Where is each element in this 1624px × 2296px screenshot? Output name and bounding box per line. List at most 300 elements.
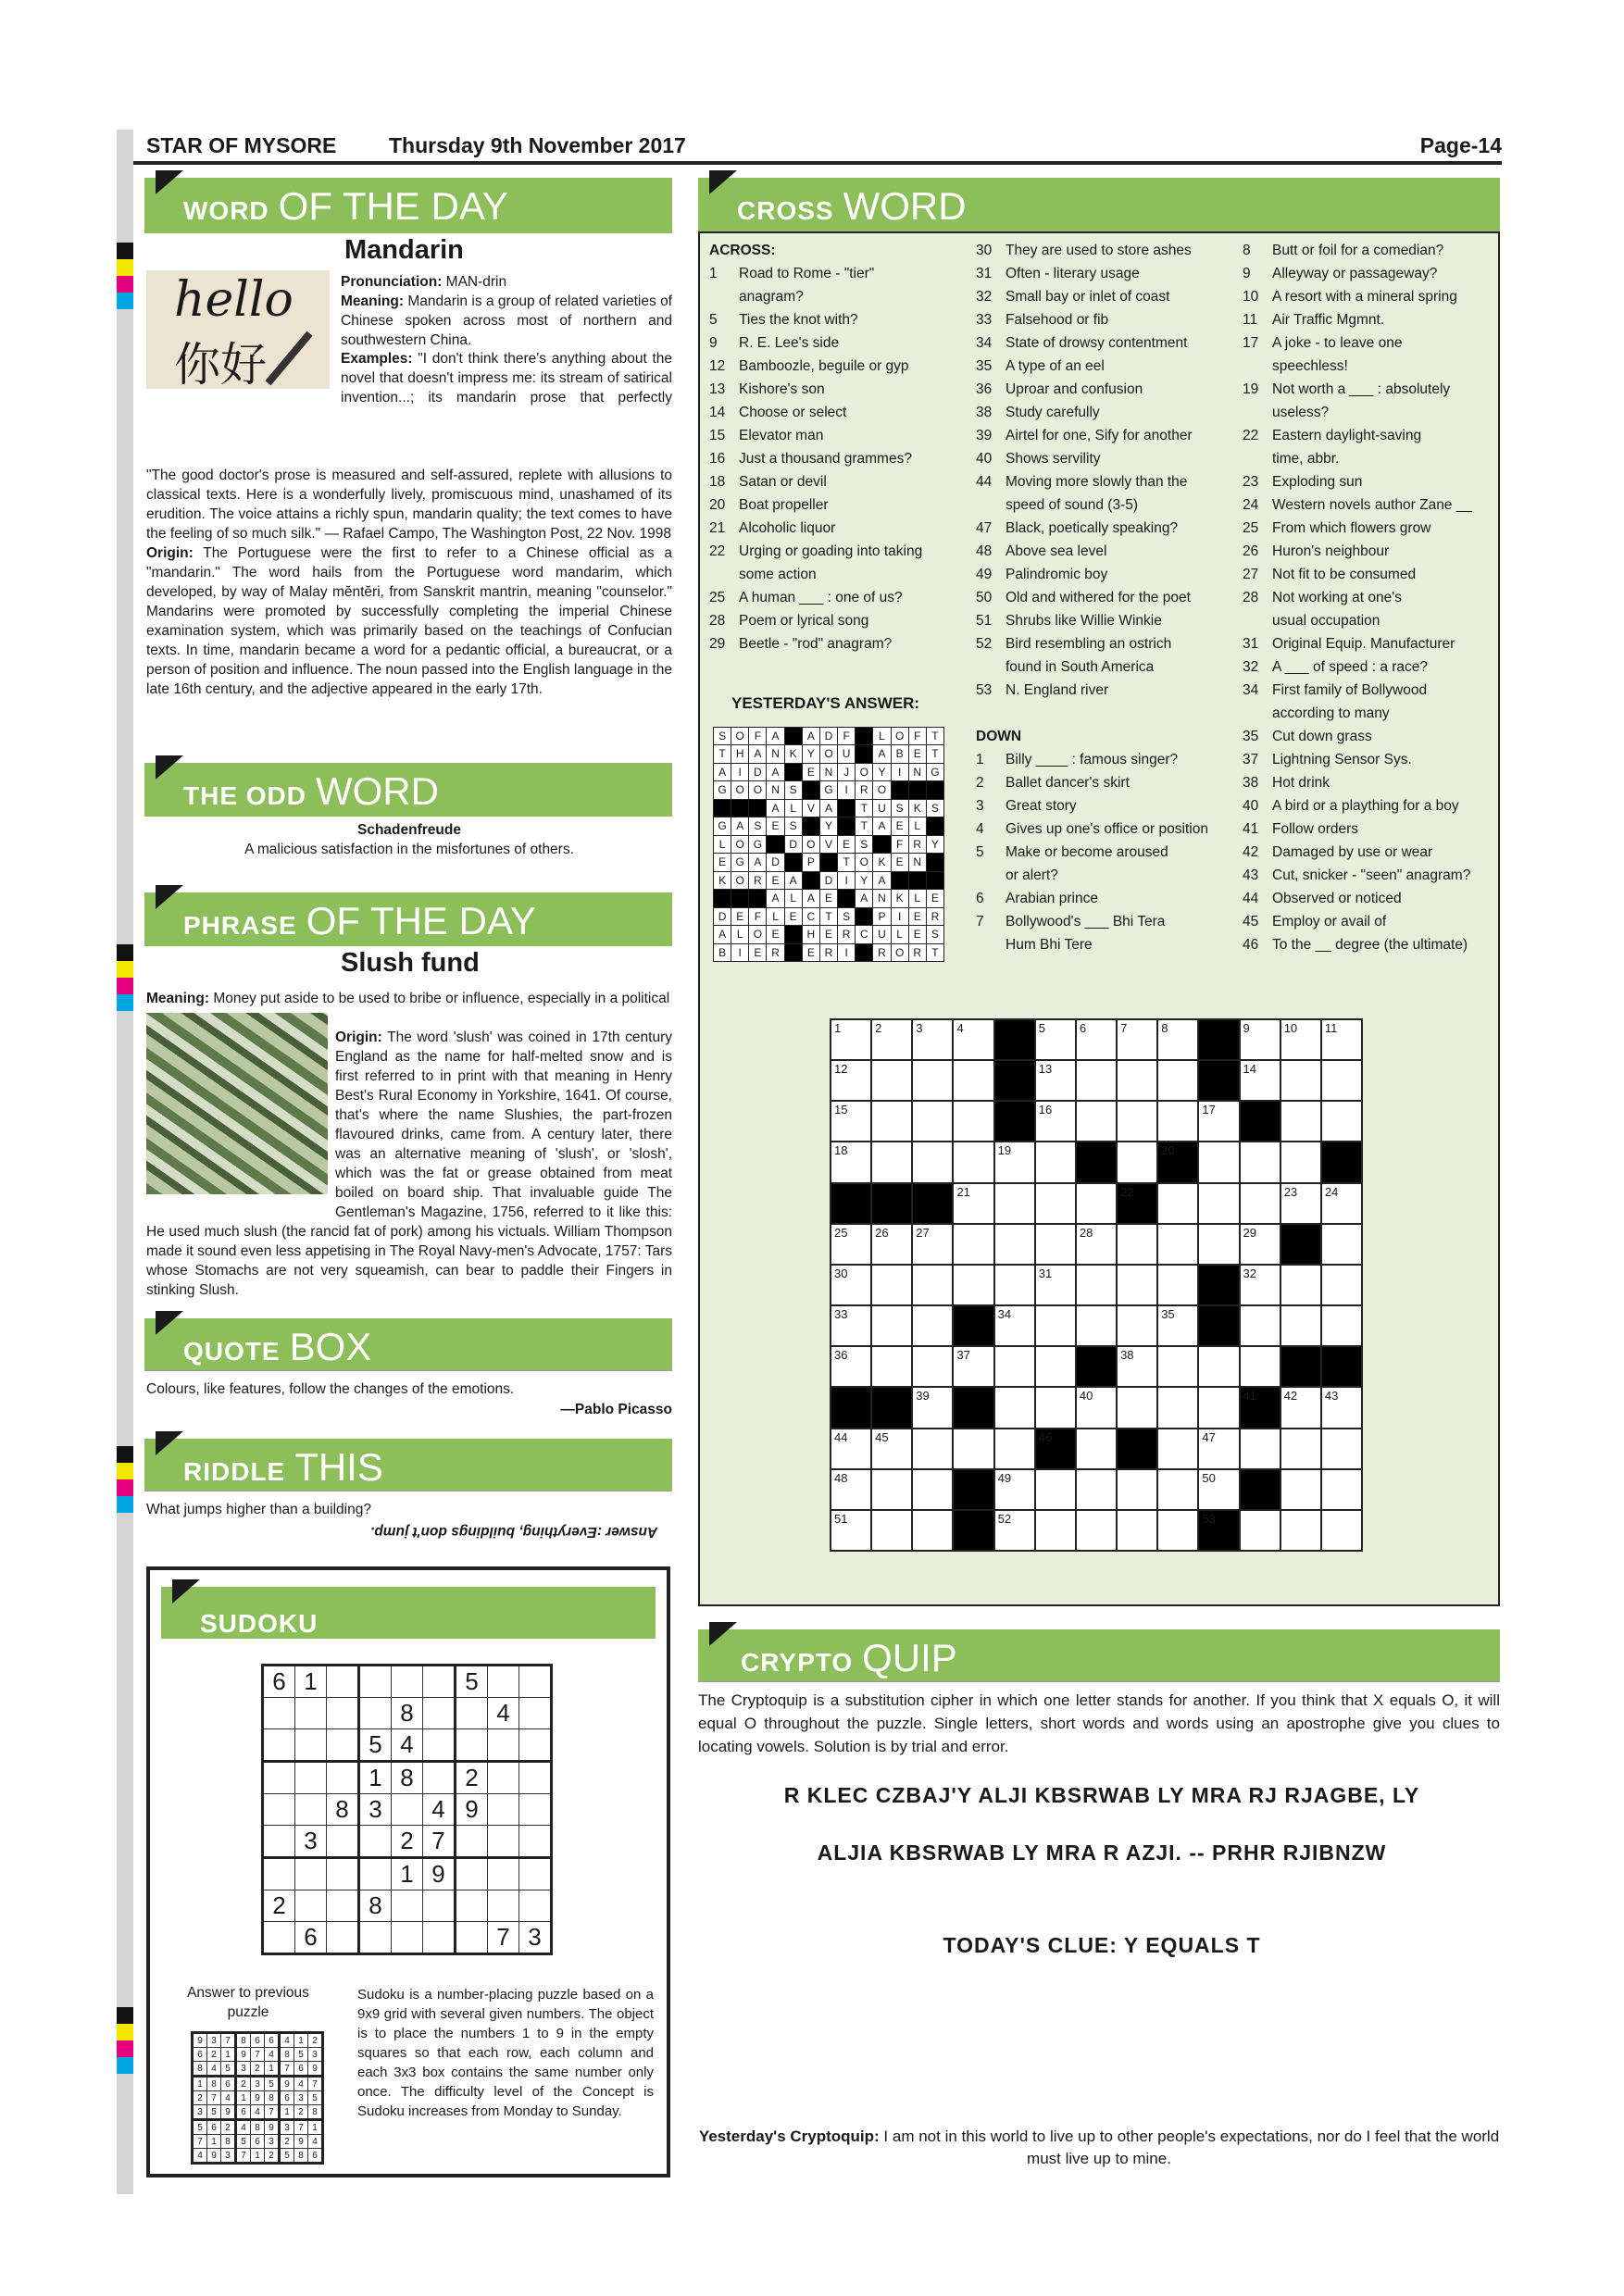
quote-author: —Pablo Picasso — [560, 1402, 672, 1417]
sudoku-cell: 9 — [280, 2077, 294, 2091]
sudoku-cell[interactable] — [488, 1794, 519, 1826]
crossword-cell[interactable] — [1158, 1266, 1197, 1304]
crossword-cell[interactable]: 24 — [1322, 1184, 1361, 1223]
sudoku-cell[interactable] — [359, 1826, 392, 1858]
sudoku-cell[interactable]: 5 — [359, 1729, 392, 1762]
crossword-cell[interactable] — [1158, 1470, 1197, 1509]
sudoku-answer-label: Answer to previous puzzle — [187, 1985, 309, 2020]
sudoku-grid — [261, 1664, 553, 1955]
clue-row: 35 A type of an eel — [976, 358, 1105, 374]
yesterday-cell: G — [731, 854, 748, 870]
word-def-block: Pronunciation: MAN-drin Meaning: Mandarin is a group of related varieties of Chinese spoken across most of northern and southwestern China. — [341, 274, 672, 348]
crossword-cell[interactable]: 42 — [1281, 1388, 1320, 1427]
crossword-cell[interactable] — [1322, 1470, 1361, 1509]
crossword-cell[interactable] — [1118, 1470, 1156, 1509]
sudoku-cell[interactable]: 3 — [359, 1794, 392, 1826]
crossword-cell[interactable] — [1281, 1470, 1320, 1509]
sudoku-cell[interactable] — [488, 1890, 519, 1922]
crossword-cell[interactable] — [954, 1061, 993, 1100]
crossword-cell[interactable]: 38 — [1118, 1347, 1156, 1386]
crossword-cell[interactable]: 7 — [1118, 1020, 1156, 1059]
sudoku-cell[interactable] — [423, 1922, 456, 1954]
crossword-black-cell — [995, 1061, 1034, 1100]
yesterday-cell: S — [927, 926, 943, 942]
sudoku-cell[interactable] — [327, 1922, 359, 1954]
crossword-cell[interactable] — [1036, 1470, 1075, 1509]
sudoku-cell: 2 — [221, 2120, 236, 2135]
crossword-cell[interactable]: 19 — [995, 1142, 1034, 1181]
sudoku-cell: 6 — [193, 2048, 207, 2062]
crossword-grid[interactable] — [830, 1018, 1363, 1552]
crossword-cell[interactable] — [1077, 1102, 1116, 1141]
sudoku-cell[interactable] — [423, 1729, 456, 1762]
sudoku-cell[interactable]: 2 — [392, 1826, 423, 1858]
crossword-cell[interactable]: 23 — [1281, 1184, 1320, 1223]
crossword-cell[interactable] — [1036, 1347, 1075, 1386]
sudoku-cell[interactable]: 9 — [456, 1794, 488, 1826]
crossword-cell[interactable] — [913, 1470, 952, 1509]
crossword-cell[interactable]: 51 — [831, 1511, 870, 1550]
clue-row: 48 Above sea level — [976, 543, 1107, 559]
crossword-cell[interactable]: 50 — [1199, 1470, 1238, 1509]
crossword-cell[interactable] — [872, 1306, 911, 1345]
crossword-cell[interactable]: 45 — [872, 1429, 911, 1468]
crossword-cell[interactable] — [1199, 1388, 1238, 1427]
cryptoquip-line2: ALJIA KBSRWAB LY MRA R AZJI. -- PRHR RJIBNZW — [817, 1841, 1387, 1865]
crossword-cell[interactable] — [1199, 1142, 1238, 1181]
sudoku-cell[interactable]: 4 — [392, 1729, 423, 1762]
crossword-cell[interactable] — [1118, 1511, 1156, 1550]
sudoku-cell[interactable] — [519, 1762, 552, 1794]
sudoku-cell[interactable] — [519, 1698, 552, 1729]
crossword-cell[interactable] — [1281, 1306, 1320, 1345]
sudoku-cell[interactable] — [488, 1762, 519, 1794]
sudoku-cell[interactable] — [488, 1826, 519, 1858]
sudoku-cell[interactable] — [327, 1729, 359, 1762]
sudoku-cell[interactable]: 1 — [392, 1858, 423, 1890]
crossword-cell[interactable]: 13 — [1036, 1061, 1075, 1100]
sudoku-cell: 8 — [265, 2091, 280, 2105]
crossword-cell[interactable] — [1036, 1184, 1075, 1223]
crossword-cell[interactable] — [954, 1142, 993, 1181]
crossword-cell[interactable]: 21 — [954, 1184, 993, 1223]
crossword-cell[interactable]: 44 — [831, 1429, 870, 1468]
crossword-cell[interactable]: 3 — [913, 1020, 952, 1059]
crossword-cell[interactable]: 30 — [831, 1266, 870, 1304]
crossword-cell[interactable] — [872, 1142, 911, 1181]
clue-row: 19 Not worth a ___ : absolutely — [1243, 381, 1451, 397]
yesterday-cell: O — [892, 944, 908, 961]
sudoku-cell[interactable] — [327, 1826, 359, 1858]
crossword-cell[interactable] — [954, 1266, 993, 1304]
crossword-cell[interactable] — [1241, 1306, 1280, 1345]
clue-row: 52 Bird resembling an ostrich — [976, 636, 1172, 652]
yesterday-cell — [838, 817, 855, 834]
yesterday-cell: F — [749, 728, 766, 744]
crossword-cell[interactable]: 5 — [1036, 1020, 1075, 1059]
crossword-cell[interactable] — [1241, 1347, 1280, 1386]
clue-row: 27 Not fit to be consumed — [1243, 567, 1417, 582]
crossword-cell[interactable] — [1158, 1388, 1197, 1427]
crossword-cell[interactable] — [913, 1102, 952, 1141]
sudoku-cell[interactable] — [295, 1794, 327, 1826]
crossword-cell[interactable]: 16 — [1036, 1102, 1075, 1141]
crossword-cell[interactable] — [1118, 1266, 1156, 1304]
crossword-cell[interactable] — [872, 1266, 911, 1304]
crossword-cell[interactable]: 25 — [831, 1225, 870, 1264]
crossword-cell[interactable]: 8 — [1158, 1020, 1197, 1059]
crossword-cell[interactable] — [1281, 1061, 1320, 1100]
yesterday-cell — [785, 728, 802, 744]
yesterday-cell: A — [767, 728, 783, 744]
sudoku-cell[interactable] — [295, 1698, 327, 1729]
crossword-cell[interactable] — [913, 1266, 952, 1304]
sudoku-cell: 8 — [308, 2105, 323, 2120]
sudoku-cell[interactable] — [488, 1729, 519, 1762]
sudoku-cell[interactable]: 1 — [295, 1666, 327, 1698]
sudoku-cell[interactable]: 6 — [263, 1666, 295, 1698]
yesterday-cell: E — [767, 817, 783, 834]
crossword-cell[interactable]: 4 — [954, 1020, 993, 1059]
crossword-cell[interactable] — [1322, 1511, 1361, 1550]
sudoku-cell[interactable] — [423, 1890, 456, 1922]
crossword-cell[interactable] — [1281, 1142, 1320, 1181]
crossword-cell[interactable]: 43 — [1322, 1388, 1361, 1427]
crossword-cell[interactable] — [913, 1429, 952, 1468]
sudoku-cell[interactable] — [327, 1698, 359, 1729]
yesterday-cell: T — [856, 817, 872, 834]
crossword-cell[interactable] — [1118, 1388, 1156, 1427]
sudoku-cell[interactable]: 7 — [488, 1922, 519, 1954]
sudoku-cell[interactable]: 3 — [519, 1922, 552, 1954]
yesterday-cell: N — [909, 854, 926, 870]
crossword-cell[interactable]: 27 — [913, 1225, 952, 1264]
sudoku-cell[interactable] — [456, 1858, 488, 1890]
yesterday-cell: E — [749, 944, 766, 961]
crossword-cell[interactable] — [1241, 1142, 1280, 1181]
crossword-cell[interactable] — [1281, 1266, 1320, 1304]
crossword-cell[interactable] — [1036, 1306, 1075, 1345]
crossword-cell[interactable] — [913, 1061, 952, 1100]
sudoku-cell[interactable] — [519, 1729, 552, 1762]
crossword-cell[interactable] — [1077, 1429, 1116, 1468]
crossword-cell[interactable] — [995, 1266, 1034, 1304]
crossword-cell[interactable]: 26 — [872, 1225, 911, 1264]
sudoku-cell[interactable] — [456, 1729, 488, 1762]
crossword-cell[interactable] — [1322, 1266, 1361, 1304]
yesterday-cell: G — [927, 764, 943, 780]
sudoku-cell[interactable]: 5 — [456, 1666, 488, 1698]
crossword-cell[interactable] — [1036, 1511, 1075, 1550]
sudoku-cell[interactable]: 4 — [423, 1794, 456, 1826]
crossword-cell[interactable]: 39 — [913, 1388, 952, 1427]
crossword-cell[interactable] — [1118, 1142, 1156, 1181]
crossword-cell[interactable] — [913, 1347, 952, 1386]
crossword-cell[interactable] — [995, 1347, 1034, 1386]
clue-row: 17 A joke - to leave one — [1243, 335, 1403, 351]
crossword-black-cell — [995, 1102, 1034, 1141]
crossword-cell[interactable] — [995, 1429, 1034, 1468]
crossword-cell[interactable]: 17 — [1199, 1102, 1238, 1141]
clue-row: 1 Road to Rome - "tier" — [709, 266, 875, 281]
crossword-cell[interactable] — [1199, 1347, 1238, 1386]
yesterday-cell — [892, 872, 908, 889]
clue-row: found in South America — [1006, 659, 1155, 675]
crossword-cell[interactable] — [1077, 1184, 1116, 1223]
crossword-black-cell — [954, 1388, 993, 1427]
sudoku-cell[interactable] — [456, 1826, 488, 1858]
crossword-cell[interactable]: 36 — [831, 1347, 870, 1386]
crossword-cell[interactable]: 11 — [1322, 1020, 1361, 1059]
crossword-cell[interactable] — [1241, 1184, 1280, 1223]
sudoku-cell[interactable]: 4 — [488, 1698, 519, 1729]
crossword-cell[interactable]: 6 — [1077, 1020, 1116, 1059]
odd-word-block — [146, 820, 672, 859]
sudoku-cell[interactable]: 2 — [263, 1890, 295, 1922]
yesterday-cell: G — [714, 781, 731, 798]
sudoku-cell: 7 — [236, 2149, 251, 2164]
paper-name: STAR OF MYSORE — [146, 133, 337, 157]
crossword-cell[interactable] — [995, 1184, 1034, 1223]
sudoku-cell[interactable] — [295, 1858, 327, 1890]
crossword-cell[interactable]: 2 — [872, 1020, 911, 1059]
crossword-cell[interactable]: 14 — [1241, 1061, 1280, 1100]
sudoku-cell: 2 — [236, 2077, 251, 2091]
down-title: DOWN — [976, 729, 1022, 744]
crossword-cell[interactable] — [872, 1061, 911, 1100]
sudoku-cell[interactable] — [456, 1922, 488, 1954]
sudoku-cell[interactable] — [392, 1794, 423, 1826]
yesterday-cell — [856, 908, 872, 925]
crossword-cell[interactable]: 49 — [995, 1470, 1034, 1509]
crossword-cell[interactable] — [1322, 1102, 1361, 1141]
crossword-cell[interactable] — [1077, 1266, 1116, 1304]
clue-row: 21 Alcoholic liquor — [709, 520, 836, 536]
yesterday-cell: E — [909, 908, 926, 925]
yesterday-cell: L — [767, 908, 783, 925]
crossword-cell[interactable] — [1077, 1306, 1116, 1345]
sudoku-cell[interactable]: 1 — [359, 1762, 392, 1794]
crossword-cell[interactable]: 18 — [831, 1142, 870, 1181]
sudoku-cell[interactable] — [519, 1858, 552, 1890]
crossword-cell[interactable] — [913, 1142, 952, 1181]
clue-row: 40 A bird or a plaything for a boy — [1243, 798, 1459, 814]
sudoku-cell[interactable] — [263, 1762, 295, 1794]
crossword-black-cell — [831, 1184, 870, 1223]
crossword-cell[interactable] — [1158, 1061, 1197, 1100]
sudoku-cell[interactable] — [359, 1698, 392, 1729]
sudoku-cell[interactable] — [263, 1729, 295, 1762]
crossword-cell[interactable] — [1118, 1102, 1156, 1141]
crossword-cell[interactable]: 35 — [1158, 1306, 1197, 1345]
sudoku-cell[interactable]: 8 — [392, 1698, 423, 1729]
crossword-cell[interactable] — [1199, 1225, 1238, 1264]
crossword-cell[interactable] — [1077, 1061, 1116, 1100]
crossword-cell[interactable] — [1322, 1061, 1361, 1100]
crossword-cell[interactable] — [995, 1388, 1034, 1427]
sudoku-cell[interactable]: 8 — [359, 1890, 392, 1922]
crossword-cell[interactable]: 9 — [1241, 1020, 1280, 1059]
clue-row: some action — [739, 567, 817, 582]
crossword-cell[interactable]: 40 — [1077, 1388, 1116, 1427]
sudoku-cell[interactable] — [519, 1826, 552, 1858]
sudoku-cell[interactable]: 7 — [423, 1826, 456, 1858]
crossword-cell[interactable]: 12 — [831, 1061, 870, 1100]
sudoku-cell: 5 — [265, 2077, 280, 2091]
crossword-cell[interactable]: 47 — [1199, 1429, 1238, 1468]
sudoku-cell[interactable]: 8 — [392, 1762, 423, 1794]
crossword-cell[interactable] — [1281, 1511, 1320, 1550]
yesterday-cell: E — [892, 817, 908, 834]
crossword-cell[interactable] — [1077, 1511, 1116, 1550]
crossword-cell[interactable]: 29 — [1241, 1225, 1280, 1264]
crossword-cell[interactable] — [1199, 1184, 1238, 1223]
crossword-cell[interactable]: 10 — [1281, 1020, 1320, 1059]
sudoku-cell: 5 — [221, 2062, 236, 2077]
sudoku-cell[interactable] — [456, 1890, 488, 1922]
sudoku-cell: 2 — [265, 2149, 280, 2164]
crossword-cell[interactable] — [913, 1511, 952, 1550]
sudoku-cell[interactable] — [488, 1858, 519, 1890]
sudoku-cell[interactable] — [327, 1762, 359, 1794]
yesterday-cell — [909, 781, 926, 798]
crossword-cell[interactable]: 28 — [1077, 1225, 1116, 1264]
sudoku-cell[interactable] — [359, 1858, 392, 1890]
yesterday-cell: K — [892, 890, 908, 906]
crossword-cell[interactable] — [1036, 1225, 1075, 1264]
sudoku-cell[interactable] — [519, 1890, 552, 1922]
sudoku-cell[interactable] — [263, 1922, 295, 1954]
crossword-cell[interactable] — [1158, 1429, 1197, 1468]
sudoku-cell[interactable] — [359, 1922, 392, 1954]
crossword-cell[interactable] — [1158, 1225, 1197, 1264]
crossword-cell[interactable]: 32 — [1241, 1266, 1280, 1304]
yesterday-cell — [731, 800, 748, 817]
sudoku-cell[interactable]: 3 — [295, 1826, 327, 1858]
sudoku-cell[interactable] — [263, 1698, 295, 1729]
yesterday-cell: K — [714, 872, 731, 889]
sudoku-cell[interactable] — [392, 1666, 423, 1698]
sudoku-cell[interactable] — [423, 1762, 456, 1794]
crossword-cell[interactable]: 33 — [831, 1306, 870, 1345]
sudoku-cell[interactable] — [488, 1666, 519, 1698]
crossword-cell[interactable] — [1077, 1470, 1116, 1509]
yesterday-cell: K — [873, 854, 890, 870]
crossword-cell[interactable]: 1 — [831, 1020, 870, 1059]
crossword-cell[interactable] — [954, 1429, 993, 1468]
yesterday-cell: L — [892, 926, 908, 942]
crossword-cell[interactable] — [1322, 1429, 1361, 1468]
clue-row: 50 Old and withered for the poet — [976, 590, 1191, 605]
crossword-cell[interactable]: 15 — [831, 1102, 870, 1141]
sudoku-cell[interactable] — [519, 1794, 552, 1826]
clue-row: 30 They are used to store ashes — [976, 243, 1192, 258]
yesterday-cell: O — [856, 764, 872, 780]
sudoku-cell[interactable] — [456, 1698, 488, 1729]
sudoku-cell[interactable] — [519, 1666, 552, 1698]
clue-row: 32 Small bay or inlet of coast — [976, 289, 1170, 305]
crossword-cell[interactable]: 52 — [995, 1511, 1034, 1550]
crossword-cell[interactable] — [1281, 1429, 1320, 1468]
sudoku-cell[interactable] — [327, 1858, 359, 1890]
clue-row: 43 Cut, snicker - "seen" anagram? — [1243, 867, 1471, 883]
crossword-cell[interactable] — [954, 1102, 993, 1141]
crossword-black-cell: 53 — [1199, 1511, 1238, 1550]
sudoku-cell[interactable] — [263, 1858, 295, 1890]
crossword-cell[interactable] — [872, 1511, 911, 1550]
color-registration-marks — [117, 1446, 133, 1513]
crossword-cell[interactable] — [995, 1225, 1034, 1264]
sudoku-cell[interactable] — [392, 1890, 423, 1922]
crossword-cell[interactable] — [1158, 1347, 1197, 1386]
sudoku-cell: 4 — [280, 2033, 294, 2048]
yesterday-cell: E — [803, 944, 819, 961]
crossword-cell[interactable] — [1036, 1388, 1075, 1427]
sudoku-cell[interactable] — [423, 1666, 456, 1698]
sudoku-cell[interactable] — [295, 1729, 327, 1762]
yesterday-cell: P — [803, 854, 819, 870]
sudoku-cell[interactable] — [359, 1666, 392, 1698]
crossword-cell[interactable] — [1036, 1142, 1075, 1181]
crossword-cell[interactable] — [1158, 1102, 1197, 1141]
sudoku-cell[interactable] — [327, 1890, 359, 1922]
sudoku-cell[interactable] — [263, 1794, 295, 1826]
sudoku-cell[interactable]: 9 — [423, 1858, 456, 1890]
sudoku-cell[interactable] — [295, 1762, 327, 1794]
clue-row: 22 Urging or goading into taking — [709, 543, 923, 559]
yesterday-cell: K — [909, 800, 926, 817]
sudoku-cell[interactable] — [327, 1666, 359, 1698]
crossword-cell[interactable]: 34 — [995, 1306, 1034, 1345]
crossword-cell[interactable] — [872, 1102, 911, 1141]
crossword-cell[interactable] — [1322, 1225, 1361, 1264]
sudoku-cell[interactable] — [295, 1890, 327, 1922]
crossword-cell[interactable] — [954, 1225, 993, 1264]
sudoku-cell[interactable] — [423, 1698, 456, 1729]
clue-row: 6 Arabian prince — [976, 891, 1098, 906]
sudoku-cell[interactable]: 6 — [295, 1922, 327, 1954]
crossword-cell[interactable] — [1118, 1061, 1156, 1100]
crossword-cell[interactable] — [1322, 1306, 1361, 1345]
clue-row: 9 Alleyway or passageway? — [1243, 266, 1438, 281]
sudoku-cell: 6 — [236, 2105, 251, 2120]
crossword-cell[interactable] — [872, 1347, 911, 1386]
crossword-cell[interactable]: 37 — [954, 1347, 993, 1386]
crossword-cell[interactable] — [1158, 1184, 1197, 1223]
yesterday-cell: U — [873, 926, 890, 942]
crossword-cell[interactable] — [1158, 1511, 1197, 1550]
yesterday-cell: N — [873, 890, 890, 906]
crossword-cell[interactable] — [1118, 1225, 1156, 1264]
crossword-cell[interactable] — [913, 1306, 952, 1345]
crossword-cell[interactable] — [1241, 1511, 1280, 1550]
crossword-cell[interactable]: 48 — [831, 1470, 870, 1509]
yesterday-cell — [785, 944, 802, 961]
crossword-cell[interactable] — [1241, 1429, 1280, 1468]
crossword-cell[interactable] — [872, 1470, 911, 1509]
clue-row: 4 Gives up one's office or position — [976, 821, 1208, 837]
sudoku-cell[interactable]: 8 — [327, 1794, 359, 1826]
yesterday-cell: T — [820, 908, 837, 925]
phrase-headword: Slush fund — [341, 948, 480, 978]
crossword-cell[interactable] — [1281, 1102, 1320, 1141]
sudoku-cell[interactable] — [263, 1826, 295, 1858]
sudoku-cell[interactable]: 2 — [456, 1762, 488, 1794]
crossword-cell[interactable] — [1118, 1306, 1156, 1345]
yesterday-cell: Y — [856, 872, 872, 889]
sudoku-cell[interactable] — [392, 1922, 423, 1954]
crossword-cell[interactable]: 31 — [1036, 1266, 1075, 1304]
